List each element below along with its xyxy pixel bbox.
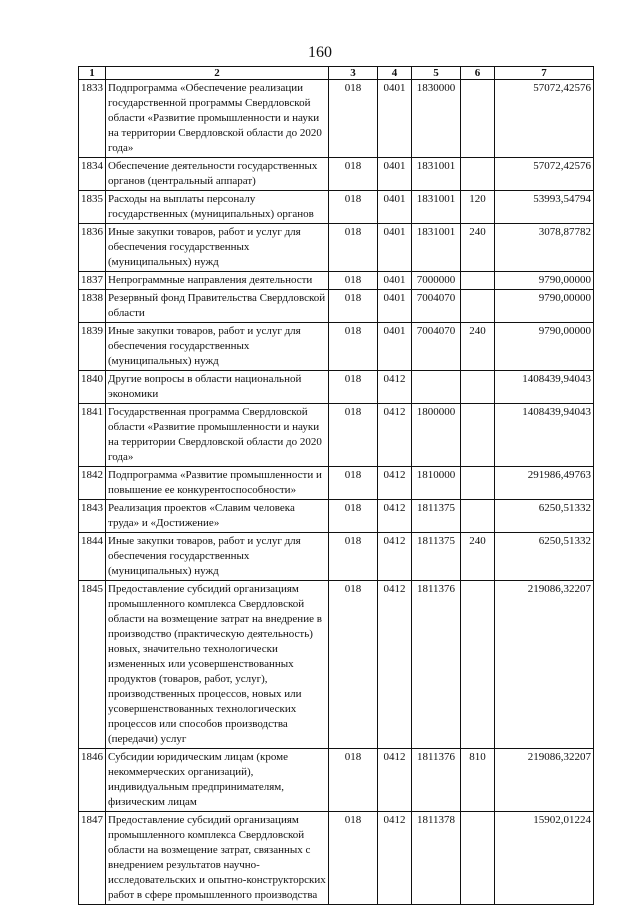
- row-section-code: 0401: [378, 272, 412, 290]
- row-name: Резервный фонд Правительства Свердловской области: [106, 290, 329, 323]
- row-section-code: 0412: [378, 812, 412, 905]
- row-amount: 9790,00000: [495, 272, 594, 290]
- row-amount: 57072,42576: [495, 158, 594, 191]
- row-amount: 1408439,94043: [495, 404, 594, 467]
- row-ministry-code: 018: [329, 581, 378, 749]
- row-name: Предоставление субсидий организациям промышленного комплекса Свердловской области на возмещение затрат на внедрение в производство (практическую деятельность) новых, значительно технологически измененных или усовершенствованных продуктов (товаров, работ, услуг), производственных процессов, новых или усовершенствованных технологических процессов или способов производства (передачи) услуг: [106, 581, 329, 749]
- row-ministry-code: 018: [329, 158, 378, 191]
- row-name: Подпрограмма «Развитие промышленности и повышение ее конкурентоспособности»: [106, 467, 329, 500]
- row-amount: 291986,49763: [495, 467, 594, 500]
- row-section-code: 0412: [378, 371, 412, 404]
- row-amount: 53993,54794: [495, 191, 594, 224]
- row-ministry-code: 018: [329, 533, 378, 581]
- row-expense-type: [461, 404, 495, 467]
- header-col-5: 5: [412, 67, 461, 80]
- row-amount: 6250,51332: [495, 533, 594, 581]
- row-expense-type: 810: [461, 749, 495, 812]
- row-expense-type: [461, 80, 495, 158]
- row-number: 1840: [79, 371, 106, 404]
- table-row: [79, 191, 594, 224]
- table-row: [79, 404, 594, 467]
- row-name: Субсидии юридическим лицам (кроме некоммерческих организаций), индивидуальным предпринимателям, физическим лицам: [106, 749, 329, 812]
- row-expense-type: 240: [461, 533, 495, 581]
- page-number: 160: [308, 44, 332, 61]
- row-amount: 9790,00000: [495, 290, 594, 323]
- row-name: Реализация проектов «Славим человека труда» и «Достижение»: [106, 500, 329, 533]
- table-row: [79, 581, 594, 749]
- row-name: Иные закупки товаров, работ и услуг для обеспечения государственных (муниципальных) нужд: [106, 323, 329, 371]
- row-target-code: 1831001: [412, 158, 461, 191]
- row-target-code: 1830000: [412, 80, 461, 158]
- header-col-3: 3: [329, 67, 378, 80]
- row-expense-type: [461, 812, 495, 905]
- header-col-6: 6: [461, 67, 495, 80]
- row-number: 1846: [79, 749, 106, 812]
- row-target-code: 1800000: [412, 404, 461, 467]
- row-amount: 219086,32207: [495, 749, 594, 812]
- table-body: [79, 80, 594, 905]
- row-ministry-code: 018: [329, 290, 378, 323]
- row-section-code: 0401: [378, 323, 412, 371]
- row-section-code: 0401: [378, 224, 412, 272]
- row-ministry-code: 018: [329, 371, 378, 404]
- row-ministry-code: 018: [329, 500, 378, 533]
- row-number: 1839: [79, 323, 106, 371]
- row-amount: 15902,01224: [495, 812, 594, 905]
- row-number: 1842: [79, 467, 106, 500]
- row-target-code: 1810000: [412, 467, 461, 500]
- row-expense-type: [461, 371, 495, 404]
- row-expense-type: [461, 467, 495, 500]
- row-number: 1835: [79, 191, 106, 224]
- row-target-code: 1811376: [412, 581, 461, 749]
- table-row: [79, 749, 594, 812]
- row-section-code: 0401: [378, 158, 412, 191]
- row-expense-type: 120: [461, 191, 495, 224]
- header-col-4: 4: [378, 67, 412, 80]
- row-ministry-code: 018: [329, 80, 378, 158]
- table-row: [79, 224, 594, 272]
- table-row: [79, 323, 594, 371]
- row-name: Предоставление субсидий организациям промышленного комплекса Свердловской области на возмещение затрат, связанных с внедрением результатов научно-исследовательских и опытно-конструкторских работ в сфере промышленного производства: [106, 812, 329, 905]
- row-expense-type: 240: [461, 323, 495, 371]
- row-target-code: 1831001: [412, 191, 461, 224]
- row-number: 1843: [79, 500, 106, 533]
- table-row: [79, 500, 594, 533]
- row-ministry-code: 018: [329, 749, 378, 812]
- row-ministry-code: 018: [329, 272, 378, 290]
- row-section-code: 0412: [378, 500, 412, 533]
- row-number: 1845: [79, 581, 106, 749]
- row-name: Расходы на выплаты персоналу государственных (муниципальных) органов: [106, 191, 329, 224]
- row-section-code: 0401: [378, 191, 412, 224]
- row-target-code: 7000000: [412, 272, 461, 290]
- row-amount: 9790,00000: [495, 323, 594, 371]
- row-expense-type: [461, 500, 495, 533]
- row-name: Иные закупки товаров, работ и услуг для обеспечения государственных (муниципальных) нужд: [106, 224, 329, 272]
- header-row: [79, 67, 594, 80]
- row-expense-type: [461, 158, 495, 191]
- row-number: 1847: [79, 812, 106, 905]
- table-row: [79, 533, 594, 581]
- row-expense-type: [461, 581, 495, 749]
- row-target-code: 1811376: [412, 749, 461, 812]
- row-target-code: 7004070: [412, 290, 461, 323]
- row-ministry-code: 018: [329, 191, 378, 224]
- row-number: 1838: [79, 290, 106, 323]
- header-col-7: 7: [495, 67, 594, 80]
- row-section-code: 0412: [378, 581, 412, 749]
- row-target-code: 1811375: [412, 533, 461, 581]
- table-row: [79, 467, 594, 500]
- row-expense-type: [461, 290, 495, 323]
- row-ministry-code: 018: [329, 323, 378, 371]
- row-ministry-code: 018: [329, 224, 378, 272]
- header-col-2: 2: [106, 67, 329, 80]
- table-header: [79, 67, 594, 80]
- row-expense-type: 240: [461, 224, 495, 272]
- row-number: 1834: [79, 158, 106, 191]
- row-amount: 6250,51332: [495, 500, 594, 533]
- row-target-code: 1831001: [412, 224, 461, 272]
- table-row: [79, 371, 594, 404]
- row-name: Обеспечение деятельности государственных органов (центральный аппарат): [106, 158, 329, 191]
- row-name: Подпрограмма «Обеспечение реализации государственной программы Свердловской области «Развитие промышленности и науки на территории Свердловской области до 2020 года»: [106, 80, 329, 158]
- row-number: 1836: [79, 224, 106, 272]
- row-expense-type: [461, 272, 495, 290]
- row-number: 1837: [79, 272, 106, 290]
- row-section-code: 0401: [378, 290, 412, 323]
- row-section-code: 0401: [378, 80, 412, 158]
- table-row: [79, 272, 594, 290]
- row-ministry-code: 018: [329, 812, 378, 905]
- row-number: 1844: [79, 533, 106, 581]
- row-target-code: 1811375: [412, 500, 461, 533]
- row-amount: 1408439,94043: [495, 371, 594, 404]
- row-target-code: 1811378: [412, 812, 461, 905]
- row-ministry-code: 018: [329, 404, 378, 467]
- row-name: Государственная программа Свердловской области «Развитие промышленности и науки на территории Свердловской области до 2020 года»: [106, 404, 329, 467]
- row-ministry-code: 018: [329, 467, 378, 500]
- table-row: [79, 80, 594, 158]
- row-section-code: 0412: [378, 533, 412, 581]
- row-name: Непрограммные направления деятельности: [106, 272, 329, 290]
- budget-table: [78, 66, 594, 905]
- row-name: Иные закупки товаров, работ и услуг для обеспечения государственных (муниципальных) нужд: [106, 533, 329, 581]
- row-section-code: 0412: [378, 404, 412, 467]
- table-row: [79, 290, 594, 323]
- row-name: Другие вопросы в области национальной экономики: [106, 371, 329, 404]
- row-amount: 3078,87782: [495, 224, 594, 272]
- row-section-code: 0412: [378, 467, 412, 500]
- row-section-code: 0412: [378, 749, 412, 812]
- row-target-code: [412, 371, 461, 404]
- table-row: [79, 812, 594, 905]
- header-col-1: 1: [79, 67, 106, 80]
- row-number: 1833: [79, 80, 106, 158]
- row-number: 1841: [79, 404, 106, 467]
- row-amount: 57072,42576: [495, 80, 594, 158]
- row-amount: 219086,32207: [495, 581, 594, 749]
- row-target-code: 7004070: [412, 323, 461, 371]
- table-row: [79, 158, 594, 191]
